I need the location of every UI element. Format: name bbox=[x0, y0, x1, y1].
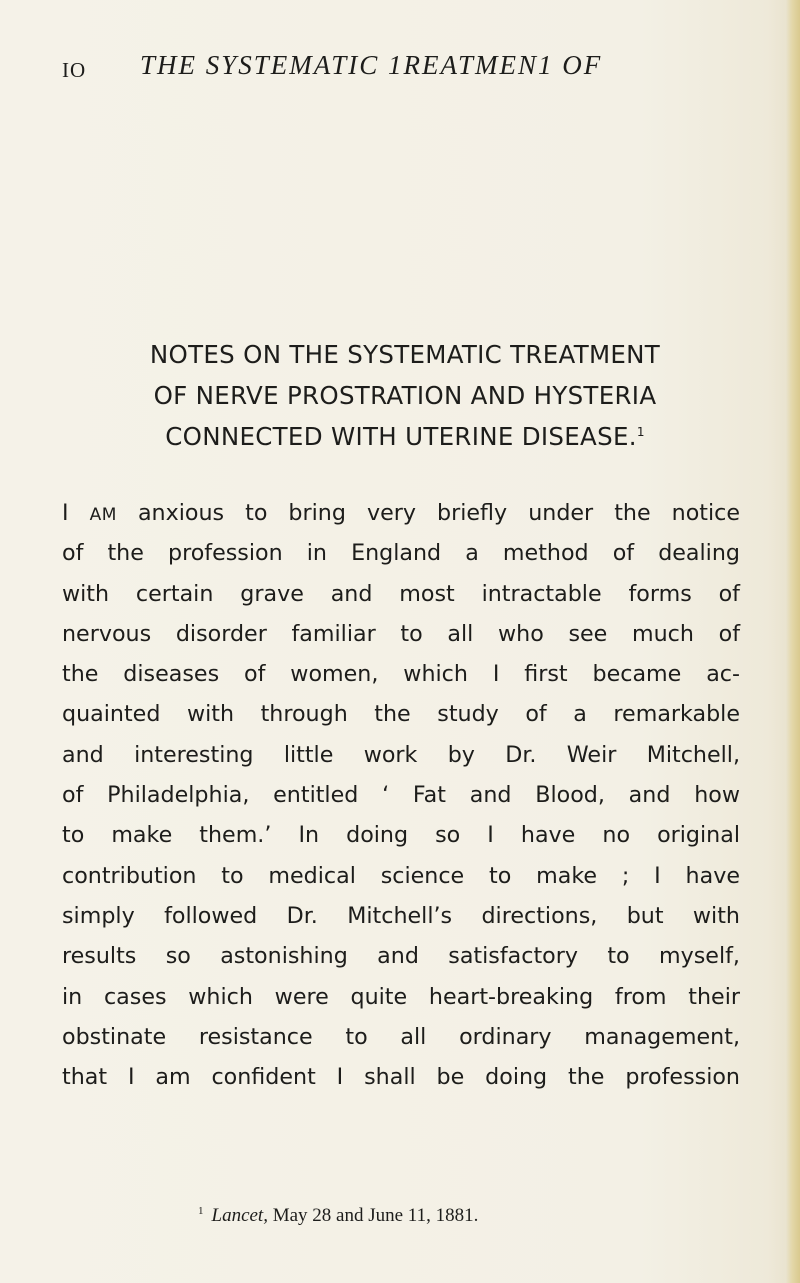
body-line: of the profession in England a method of dealing bbox=[62, 540, 740, 567]
body-line: that I am confident I shall be doing the profession bbox=[62, 1064, 740, 1091]
page-number: IO bbox=[62, 58, 87, 82]
body-line: quainted with through the study of a remarkable bbox=[62, 701, 740, 728]
running-head bbox=[62, 50, 762, 94]
body-line: nervous disorder familiar to all who see much of bbox=[62, 620, 740, 647]
body-line: to make them.’ In doing so I have no original bbox=[62, 822, 740, 849]
body-line: obstinate resistance to all ordinary management, bbox=[62, 1023, 740, 1050]
chapter-title-line bbox=[62, 416, 748, 457]
footnote-reference-marker: 1 bbox=[636, 424, 645, 439]
body-line: the diseases of women, which I first became ac- bbox=[62, 661, 740, 688]
body-line: contribution to medical science to make ; I have bbox=[62, 862, 740, 889]
body-line bbox=[62, 493, 740, 533]
chapter-title-line: NOTES ON THE SYSTEMATIC TREATMENT bbox=[149, 340, 661, 369]
page-edge-shadow bbox=[786, 0, 800, 1283]
footnote-journal: Lancet, bbox=[211, 1205, 268, 1226]
footnote bbox=[198, 1205, 478, 1227]
chapter-title-line: OF NERVE PROSTRATION AND HYSTERIA bbox=[153, 381, 657, 410]
body-line: results so astonishing and satisfactory to myself, bbox=[62, 943, 740, 970]
first-line-text: anxious to bring very briefly under the notice bbox=[137, 500, 741, 526]
footnote-marker: 1 bbox=[198, 1204, 204, 1217]
opening-capital: I bbox=[62, 500, 69, 526]
footnote-citation: May 28 and June 11, 1881. bbox=[272, 1205, 479, 1226]
body-line: of Philadelphia, entitled ‘ Fat and Blood, and how bbox=[62, 782, 740, 809]
body-line: in cases which were quite heart-breaking from their bbox=[62, 983, 740, 1010]
body-line: and interesting little work by Dr. Weir Mitchell, bbox=[62, 741, 740, 768]
body-line: simply followed Dr. Mitchell’s directions, but with bbox=[62, 902, 740, 929]
body-paragraph bbox=[62, 493, 740, 1097]
body-line: with certain grave and most intractable forms of bbox=[62, 580, 740, 607]
running-title: THE SYSTEMATIC 1REATMEN1 OF bbox=[140, 50, 603, 80]
chapter-title-line-text: CONNECTED WITH UTERINE DISEASE. bbox=[165, 422, 637, 451]
chapter-title bbox=[62, 334, 748, 457]
opening-smallcaps: AM bbox=[89, 505, 117, 525]
